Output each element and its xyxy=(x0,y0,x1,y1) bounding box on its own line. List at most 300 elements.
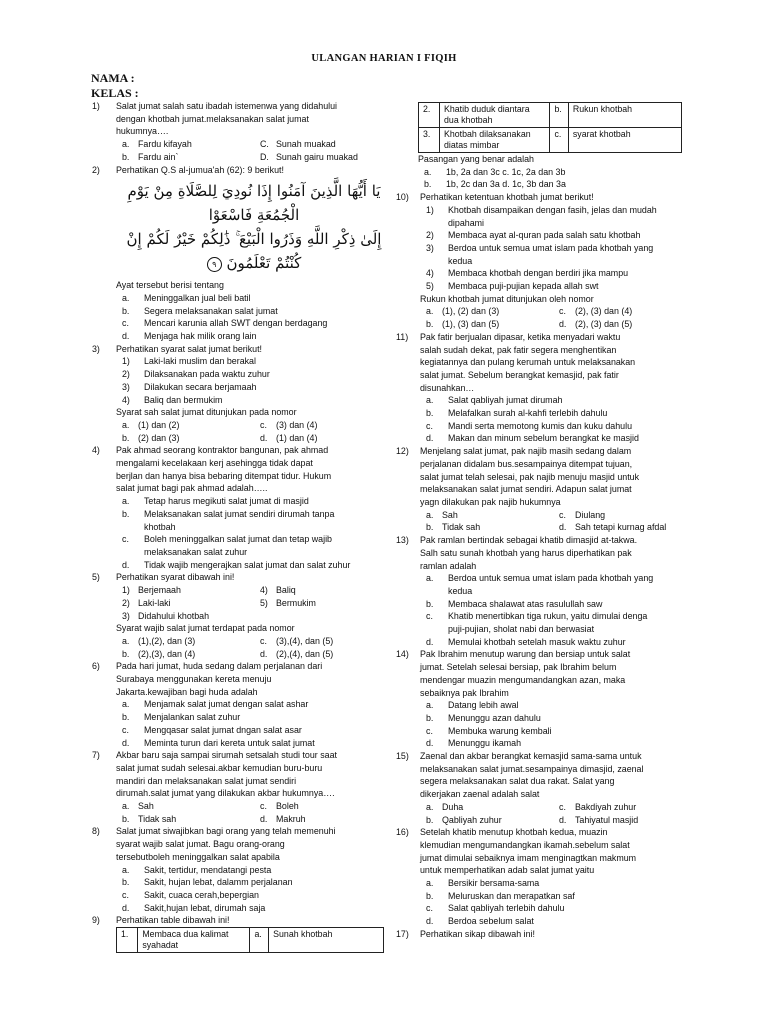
list-item xyxy=(420,242,686,267)
option-letter: 4) xyxy=(122,394,130,405)
option-letter: c. xyxy=(260,419,267,430)
grid-row xyxy=(420,814,686,827)
list-item xyxy=(420,432,686,445)
answer-grid xyxy=(420,509,686,534)
option-text: Tidak wajib mengerajkan salat jumat dan salat zuhur xyxy=(144,559,351,570)
grid-row xyxy=(116,597,392,610)
grid-cell xyxy=(116,635,254,648)
list-item xyxy=(116,724,392,737)
arabic-line-2 xyxy=(116,227,392,275)
option-letter: b. xyxy=(122,877,130,888)
grid-row xyxy=(420,318,686,331)
grid-cell xyxy=(420,318,553,331)
question-text: Perhatikan table dibawah ini! xyxy=(116,915,230,926)
option-text: (1), (3) dan (5) xyxy=(442,319,500,330)
option-text: (1), (2) dan (3) xyxy=(442,306,500,317)
question-text: Zaenal dan akbar berangkat kemasjid sama-sama untuk melaksanakan salat jumat.sesampainya dimasjid, zaenal segera melaksanakan salat dua rakat. Salat yang dikerjakan zaenal adalah salat xyxy=(420,751,644,800)
question-prompt: Ayat tersebut berisi tentang xyxy=(116,280,224,291)
option-letter: a. xyxy=(122,864,130,875)
list-item xyxy=(420,890,686,903)
grid-cell xyxy=(254,800,392,813)
match-table xyxy=(418,102,682,153)
option-letter: 1) xyxy=(122,585,130,596)
option-text: (3),(4), dan (5) xyxy=(276,635,334,646)
option-text: Sunah muakad xyxy=(276,139,336,150)
option-letter: d. xyxy=(122,737,130,748)
option-text: Bersikir bersama-sama xyxy=(448,878,540,889)
option-letter: 3) xyxy=(426,242,434,253)
option-text: 1b, 2a dan 3c c. 1c, 2a dan 3b xyxy=(446,166,566,177)
grid-cell xyxy=(116,800,254,813)
grid-row xyxy=(420,305,686,318)
question-text: Perhatikan syarat salat jumat berikut! xyxy=(116,343,263,354)
option-text: (3) dan (4) xyxy=(276,419,318,430)
question-text: Salat jumat siwajibkan bagi orang yang telah memenuhi syarat wajib salat jumat. Bagu orang-orang tersebutboleh meninggalkan salat apabila xyxy=(116,826,336,862)
question-text: Pak ahmad seorang kontraktor bangunan, pak ahmad mengalami kecelakaan kerj asehingga tidak dapat berjlan dan hanya bisa bebaring ditempat tidur. Hukum salat jumat bagi pak ahmad adalah….. xyxy=(116,445,332,494)
nama-label: NAMA : xyxy=(91,71,135,85)
option-list xyxy=(116,292,392,343)
grid-cell xyxy=(254,635,392,648)
option-letter: d. xyxy=(559,319,567,330)
option-text: Berdoa untuk semua umat islam pada khotbah yang kedua xyxy=(448,573,654,596)
grid-cell xyxy=(116,610,254,623)
list-item xyxy=(116,317,392,330)
table-row xyxy=(117,928,384,953)
option-list xyxy=(418,166,686,191)
option-text: Qabliyah zuhur xyxy=(442,814,502,825)
question-15 xyxy=(396,750,686,826)
option-letter: a. xyxy=(426,509,434,520)
option-text: Laki-laki muslim dan berakal xyxy=(144,356,256,367)
grid-row xyxy=(116,813,392,826)
table-cell: c. xyxy=(550,128,568,153)
grid-row xyxy=(116,635,392,648)
grid-cell xyxy=(254,584,392,597)
option-text: Bermukim xyxy=(276,597,316,608)
option-letter: c. xyxy=(426,420,433,431)
list-item xyxy=(420,712,686,725)
option-letter: b. xyxy=(122,151,130,162)
option-letter: d. xyxy=(426,916,434,927)
option-letter: d. xyxy=(426,433,434,444)
option-text: Tidak sah xyxy=(138,813,177,824)
list-item xyxy=(116,330,392,343)
option-letter: c. xyxy=(559,801,566,812)
option-text: Melafalkan surah al-kahfi terlebih dahulu xyxy=(448,408,608,419)
option-text: Diulang xyxy=(575,509,606,520)
list-item xyxy=(420,725,686,738)
question-cont xyxy=(396,102,686,191)
option-text: Sakit, hujan lebat, dalamm perjalanan xyxy=(144,877,293,888)
option-letter: b. xyxy=(122,432,130,443)
answer-grid xyxy=(116,800,392,825)
grid-cell xyxy=(254,648,392,661)
question-14 xyxy=(396,648,686,750)
grid-cell xyxy=(254,151,392,164)
grid-cell xyxy=(553,521,686,534)
list-item xyxy=(420,280,686,293)
option-text: Membaca khotbah dengan berdiri jika mampu xyxy=(448,268,629,279)
option-text: Boleh meninggalkan salat jumat dan tetap wajib melaksanakan salat zuhur xyxy=(144,534,332,557)
option-letter: D. xyxy=(260,151,269,162)
grid-cell xyxy=(553,814,686,827)
option-letter: c. xyxy=(260,801,267,812)
option-letter: a. xyxy=(122,496,130,507)
option-text: Membaca puji-pujian kepada allah swt xyxy=(448,281,599,292)
list-item xyxy=(116,495,392,508)
option-text: Salat qabliyah jumat dirumah xyxy=(448,395,563,406)
option-letter: b. xyxy=(426,712,434,723)
option-text: Duha xyxy=(442,801,464,812)
list-item xyxy=(418,166,686,179)
option-letter: b. xyxy=(426,598,434,609)
option-text: Berjemaah xyxy=(138,585,181,596)
option-letter: b. xyxy=(122,712,130,723)
option-letter: 2) xyxy=(426,230,434,241)
grid-row xyxy=(116,138,392,151)
option-letter: d. xyxy=(122,902,130,913)
list-item xyxy=(116,508,392,533)
question-12 xyxy=(396,445,686,534)
grid-cell xyxy=(420,521,553,534)
table-cell: Khotbah dilaksanakan diatas mimbar xyxy=(440,128,550,153)
question-number: 1) xyxy=(92,101,100,111)
option-text: Didahului khotbah xyxy=(138,610,210,621)
question-text: Perhatikan ketentuan khotbah jumat berikut! xyxy=(420,192,594,203)
option-letter: 4) xyxy=(260,585,268,596)
ayah-number: ٩ xyxy=(207,257,222,272)
option-letter: 5) xyxy=(260,597,268,608)
list-item xyxy=(116,889,392,902)
list-item xyxy=(116,864,392,877)
option-text: Bakdiyah zuhur xyxy=(575,801,637,812)
table-cell: b. xyxy=(550,103,568,128)
option-text: (2), (3) dan (5) xyxy=(575,319,633,330)
option-letter: c. xyxy=(122,318,129,329)
option-letter: d. xyxy=(260,432,268,443)
grid-cell xyxy=(420,509,553,522)
option-list xyxy=(420,699,686,750)
list-item xyxy=(116,902,392,915)
option-letter: b. xyxy=(426,814,434,825)
question-text: Pak ramlan bertindak sebagai khatib dimasjid at-takwa. Salh satu sunah khotbah yang harus diperhatikan pak ramlan adalah xyxy=(420,535,638,571)
grid-cell xyxy=(254,432,392,445)
option-letter: c. xyxy=(426,903,433,914)
list-item xyxy=(116,292,392,305)
list-item xyxy=(420,229,686,242)
list-item xyxy=(418,178,686,191)
right-column xyxy=(396,102,686,941)
option-text: Dilaksanakan pada waktu zuhur xyxy=(144,369,270,380)
option-letter: c. xyxy=(122,724,129,735)
option-letter: a. xyxy=(122,801,130,812)
option-text: Fardu ain` xyxy=(138,151,179,162)
list-item xyxy=(420,394,686,407)
question-text: Salat jumat salah satu ibadah istemenwa yang didahului dengan khotbah jumat.melaksanakan salat jumat hukumnya…. xyxy=(116,101,338,137)
option-letter: a. xyxy=(426,878,434,889)
option-text: Tahiyatul masjid xyxy=(575,814,639,825)
question-8 xyxy=(92,825,392,914)
list-item xyxy=(420,407,686,420)
grid-cell xyxy=(116,138,254,151)
option-text: Laki-laki xyxy=(138,597,171,608)
question-prompt: Syarat sah salat jumat ditunjukan pada nomor xyxy=(116,407,297,418)
option-letter: a. xyxy=(426,700,434,711)
option-text: Berdoa sebelum salat xyxy=(448,916,534,927)
grid-cell xyxy=(254,138,392,151)
question-5 xyxy=(92,571,392,660)
list-item xyxy=(116,876,392,889)
option-text: Sah xyxy=(138,801,154,812)
option-text: Makruh xyxy=(276,813,306,824)
list-item xyxy=(420,572,686,597)
question-1 xyxy=(92,100,392,164)
grid-row xyxy=(420,801,686,814)
option-list xyxy=(116,355,392,406)
question-10 xyxy=(396,191,686,331)
option-text: Menjalankan salat zuhur xyxy=(144,712,241,723)
option-letter: a. xyxy=(122,699,130,710)
grid-row xyxy=(116,419,392,432)
option-letter: 1) xyxy=(122,356,130,367)
option-text: (1) dan (4) xyxy=(276,432,318,443)
option-list xyxy=(420,572,686,648)
list-item xyxy=(116,533,392,558)
table-cell: 3. xyxy=(419,128,440,153)
grid-cell xyxy=(254,597,392,610)
question-text: Setelah khatib menutup khotbah kedua, muazin klemudian mengumandangkan ikamah.sebelum salat jumat dimulai sebaiknya imam menginagtkan makmum untuk memperhatikan adab salat jumat yaitu xyxy=(420,827,637,876)
question-16 xyxy=(396,826,686,928)
grid-cell xyxy=(553,318,686,331)
option-text: Mandi serta memotong kumis dan kuku dahulu xyxy=(448,420,633,431)
option-letter: a. xyxy=(426,395,434,406)
option-list xyxy=(420,204,686,293)
option-text: Melaksanakan salat jumat sendiri dirumah tanpa khotbah xyxy=(144,508,335,532)
question-number: 11) xyxy=(396,331,409,342)
option-text: Fardu kifayah xyxy=(138,139,192,150)
option-letter: b. xyxy=(426,408,434,419)
match-table xyxy=(116,927,384,953)
grid-cell xyxy=(553,509,686,522)
question-prompt: Rukun khotbah jumat ditunjukan oleh nomor xyxy=(420,293,594,304)
option-text: Baliq dan bermukim xyxy=(144,394,223,405)
option-text: Mengqasar salat jumat dngan salat asar xyxy=(144,724,302,735)
question-7 xyxy=(92,749,392,825)
option-letter: 5) xyxy=(426,281,434,292)
list-item xyxy=(116,368,392,381)
question-number: 10) xyxy=(396,192,409,203)
option-text: Sah tetapi kurnag afdal xyxy=(575,522,667,533)
question-text: Pak fatir berjualan dipasar, ketika menyadari waktu salah sudah dekat, pak fatir segera menghentikan kegiatannya dan pulang kerumah untuk melaksanakan salat jumat. Sebelum berangkat kemasjid, pak fatir disunahkan… xyxy=(420,331,636,393)
option-letter: c. xyxy=(426,611,433,622)
grid-cell xyxy=(116,432,254,445)
option-text: Salat qabliyah terlebih dahulu xyxy=(448,903,565,914)
list-item xyxy=(116,711,392,724)
option-text: Sakit, tertidur, mendatangi pesta xyxy=(144,864,272,875)
answer-grid xyxy=(116,635,392,660)
grid-cell xyxy=(116,597,254,610)
option-letter: b. xyxy=(122,813,130,824)
list-item xyxy=(420,737,686,750)
question-number: 13) xyxy=(396,535,409,546)
grid-cell xyxy=(116,648,254,661)
question-text: Pada hari jumat, huda sedang dalam perjalanan dari Surabaya menggunakan kereta menuju Jakarta.kewajiban bagi huda adalah xyxy=(116,661,323,697)
answer-grid xyxy=(116,138,392,163)
grid-cell xyxy=(553,305,686,318)
question-11 xyxy=(396,331,686,445)
question-6 xyxy=(92,660,392,749)
option-letter: c. xyxy=(559,509,566,520)
grid-row xyxy=(420,509,686,522)
option-letter: b. xyxy=(424,179,432,190)
answer-grid xyxy=(420,305,686,330)
list-item xyxy=(116,698,392,711)
answer-grid xyxy=(420,801,686,826)
option-letter: b. xyxy=(426,522,434,533)
left-column xyxy=(92,100,392,953)
question-number: 7) xyxy=(92,750,100,761)
question-number: 3) xyxy=(92,343,100,354)
option-letter: 2) xyxy=(122,369,130,380)
option-letter: d. xyxy=(122,331,130,342)
option-letter: 3) xyxy=(122,381,130,392)
question-number: 17) xyxy=(396,928,409,939)
option-letter: b. xyxy=(122,305,130,316)
option-letter: d. xyxy=(260,813,268,824)
option-text: Mencari karunia allah SWT dengan berdagang xyxy=(144,318,328,329)
question-prompt: Syarat wajib salat jumat terdapat pada nomor xyxy=(116,623,295,634)
option-list xyxy=(420,877,686,928)
option-text: Menunggu ikamah xyxy=(448,738,522,749)
grid-cell xyxy=(254,419,392,432)
option-text: Meninggalkan jual beli batil xyxy=(144,292,251,303)
question-text: Pak Ibrahim menutup warung dan bersiap untuk salat jumat. Setelah selesai bersiap, pak Ibrahim belum mendengar muazin mengumandangkan azan, maka sebaiknya pak Ibrahim xyxy=(420,649,631,698)
option-text: (2),(4), dan (5) xyxy=(276,648,334,659)
option-text: Segera melaksanakan salat jumat xyxy=(144,305,278,316)
option-text: (1),(2), dan (3) xyxy=(138,635,196,646)
table-cell: Membaca dua kalimat syahadat xyxy=(138,928,250,953)
grid-cell xyxy=(553,801,686,814)
arabic-line-2-text: إِلَىٰ ذِكْرِ اللَّهِ وَذَرُوا الْبَيْعَ ۚ ذَٰلِكُمْ خَيْرٌ لَكُمْ إِنْ كُنْتُمْ تَعْلَمُونَ xyxy=(126,230,382,273)
option-letter: c. xyxy=(122,889,129,900)
kelas-label: KELAS : xyxy=(91,86,139,100)
grid-row xyxy=(116,432,392,445)
list-item xyxy=(116,394,392,407)
table-cell: syarat khotbah xyxy=(568,128,681,153)
option-list xyxy=(420,394,686,445)
option-text: Datang lebih awal xyxy=(448,700,519,711)
option-text: (2), (3) dan (4) xyxy=(575,306,633,317)
option-text: Dilakukan secara berjamaah xyxy=(144,381,257,392)
option-text: (1) dan (2) xyxy=(138,419,180,430)
answer-grid xyxy=(116,584,392,622)
option-letter: b. xyxy=(426,890,434,901)
question-3 xyxy=(92,343,392,445)
question-text: Perhatikan syarat dibawah ini! xyxy=(116,572,235,583)
option-letter: 2) xyxy=(122,597,130,608)
option-text: Menunggu azan dahulu xyxy=(448,712,541,723)
option-letter: d. xyxy=(559,522,567,533)
question-9 xyxy=(92,914,392,953)
option-text: Sunah gairu muakad xyxy=(276,151,358,162)
list-item xyxy=(420,610,686,635)
list-item xyxy=(420,636,686,649)
option-letter: 4) xyxy=(426,268,434,279)
option-letter: a. xyxy=(426,306,434,317)
grid-cell xyxy=(116,419,254,432)
arabic-verse xyxy=(116,179,392,275)
option-letter: 1) xyxy=(426,204,434,215)
question-text: Perhatikan sikap dibawah ini! xyxy=(420,928,535,939)
question-text: Perhatikan Q.S al-jumua'ah (62): 9 berikut! xyxy=(116,164,284,175)
question-17 xyxy=(396,928,686,941)
option-letter: d. xyxy=(426,738,434,749)
option-letter: c. xyxy=(559,306,566,317)
list-item xyxy=(116,305,392,318)
table-cell: Sunah khotbah xyxy=(269,928,384,953)
option-text: Sah xyxy=(442,509,458,520)
question-4 xyxy=(92,444,392,571)
list-item xyxy=(116,381,392,394)
option-text: Sakit, cuaca cerah,bepergian xyxy=(144,889,259,900)
option-text: Sakit,hujan lebat, dirumah saja xyxy=(144,902,266,913)
question-2 xyxy=(92,164,392,343)
question-number: 12) xyxy=(396,446,409,457)
option-letter: b. xyxy=(122,508,130,519)
option-text: Membuka warung kembali xyxy=(448,725,552,736)
option-letter: c. xyxy=(122,534,129,545)
table-cell: Khatib duduk diantara dua khotbah xyxy=(440,103,550,128)
question-number: 4) xyxy=(92,445,100,456)
list-item xyxy=(420,598,686,611)
grid-cell xyxy=(420,801,553,814)
option-letter: a. xyxy=(122,419,130,430)
grid-cell xyxy=(420,305,553,318)
list-item xyxy=(420,204,686,229)
question-text: Akbar baru saja sampai sirumah setsalah studi tour saat salat jumat sudah selesai.akbar kemudian buru-buru mandiri dan melaksanakan salat jumat sendiri dirumah.salat jumat yang dilakukan akbar hukumnya…. xyxy=(116,750,337,799)
grid-cell xyxy=(116,813,254,826)
list-item xyxy=(420,267,686,280)
option-letter: a. xyxy=(426,573,434,584)
option-list xyxy=(116,495,392,571)
option-letter: a. xyxy=(122,635,130,646)
option-letter: b. xyxy=(122,648,130,659)
list-item xyxy=(420,699,686,712)
list-item xyxy=(420,915,686,928)
option-text: (2),(3), dan (4) xyxy=(138,648,196,659)
option-letter: c. xyxy=(260,635,267,646)
question-number: 9) xyxy=(92,915,100,926)
question-number: 6) xyxy=(92,661,100,672)
list-item xyxy=(420,420,686,433)
grid-row xyxy=(420,521,686,534)
table-cell: 1. xyxy=(117,928,138,953)
question-number: 2) xyxy=(92,164,100,175)
option-letter: a. xyxy=(426,801,434,812)
option-letter: 3) xyxy=(122,610,130,621)
question-number: 5) xyxy=(92,572,100,583)
question-text: Menjelang salat jumat, pak najib masih sedang dalam perjalanan didalam bus.sesampainya ditempat tujuan, salat jumat telah selesai, pak najib menuju masjid untuk melaksanakan salat jumat sendiri. Adapun salat jumat yagn dilakukan pak najib hukumnya xyxy=(420,446,640,507)
list-item xyxy=(116,559,392,572)
option-text: Membaca shalawat atas rasulullah saw xyxy=(448,598,603,609)
option-text: Boleh xyxy=(276,801,299,812)
table-cell: Rukun khotbah xyxy=(568,103,681,128)
option-letter: c. xyxy=(426,725,433,736)
grid-row xyxy=(116,800,392,813)
grid-row xyxy=(116,648,392,661)
grid-cell xyxy=(254,813,392,826)
list-item xyxy=(116,355,392,368)
